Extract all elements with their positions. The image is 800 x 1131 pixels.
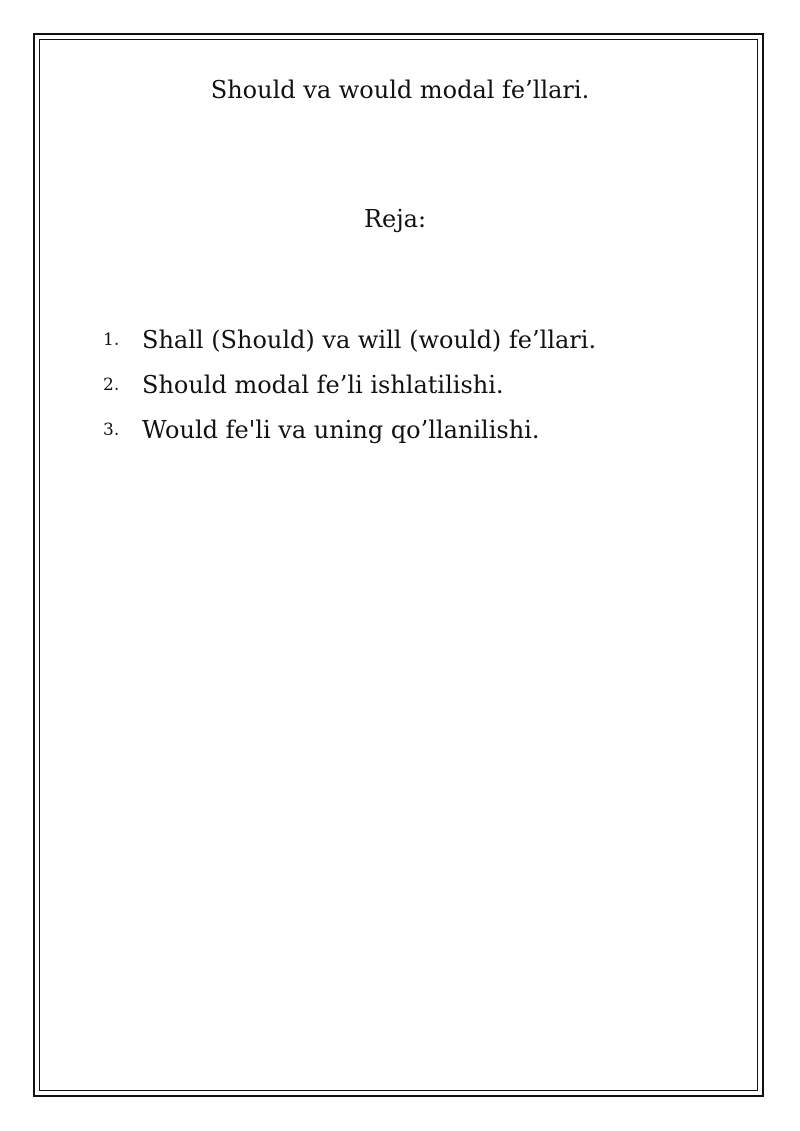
plan-item-text: Should modal fe’li ishlatilishi.	[142, 371, 504, 399]
plan-item	[0, 363, 760, 408]
plan-item-text: Would fe'li va uning qo’llanilishi.	[142, 416, 540, 444]
plan-item-text: Shall (Should) va will (would) fe’llari.	[142, 326, 597, 354]
plan-heading: Reja:	[363, 205, 427, 233]
page-border-inner	[39, 39, 758, 1091]
plan-item-number: 3.	[103, 420, 120, 440]
document-title: Should va would modal fe’llari.	[210, 76, 590, 104]
plan-item	[0, 318, 760, 363]
plan-item-number: 2.	[103, 375, 120, 395]
plan-item-number: 1.	[103, 330, 120, 350]
plan-list	[0, 318, 760, 453]
plan-item	[0, 408, 760, 453]
